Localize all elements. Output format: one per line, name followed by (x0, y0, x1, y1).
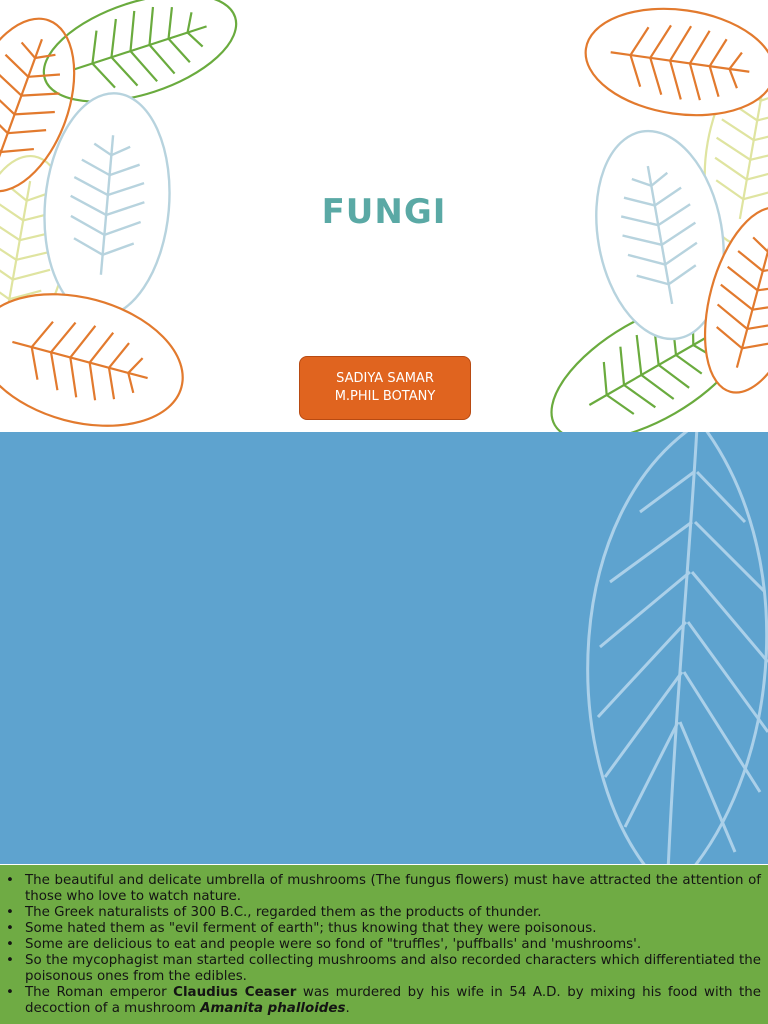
bullet-icon: • (6, 953, 14, 968)
bullet-icon: • (6, 905, 14, 920)
introduction-slide (0, 432, 768, 864)
bullet-text: The Greek naturalists of 300 B.C., regarded them as the products of thunder. (25, 905, 542, 920)
author-degree: M.PHIL BOTANY (334, 389, 436, 404)
bullet-text: The beautiful and delicate umbrella of mushrooms (The fungus flowers) must have attracted the attention of those who love to watch nature. (25, 873, 761, 904)
list-item (6, 953, 761, 985)
presentation-title: FUNGI (321, 192, 447, 232)
bullet-text: Some hated them as "evil ferment of earth"; thus knowing that they were poisonous. (25, 921, 597, 936)
bullet-icon: • (6, 921, 14, 936)
history-slide (0, 865, 768, 1024)
bullet-icon: • (6, 985, 14, 1000)
bullet-text-before: The Roman emperor (25, 985, 174, 1000)
list-item (6, 921, 761, 937)
bullet-text: Some are delicious to eat and people were so fond of "truffles', 'puffballs' and 'mushrooms'. (25, 937, 642, 952)
species-name: Amanita phalloides (200, 1001, 346, 1016)
list-item (6, 873, 761, 905)
list-item (6, 937, 761, 953)
author-name: SADIYA SAMAR (336, 371, 434, 386)
list-item (6, 985, 761, 1017)
leaf-watermark-graphic (0, 432, 768, 864)
bullet-text-after: . (345, 1001, 350, 1016)
title-slide (0, 0, 768, 432)
bullet-text-middle: was murdered by his wife in 54 A.D. by mixing his food with the decoction of a mushroom (25, 985, 761, 1016)
author-box (299, 356, 471, 420)
bullet-text: So the mycophagist man started collecting mushrooms and also recorded characters which differentiated the poisonous ones from the edibles. (25, 953, 761, 984)
bullet-icon: • (6, 937, 14, 952)
emperor-name: Claudius Ceaser (173, 985, 297, 1000)
bullet-icon: • (6, 873, 14, 888)
list-item (6, 905, 761, 921)
leaf-orange-top-right-icon (579, 0, 768, 127)
history-bullet-list (0, 865, 768, 1017)
